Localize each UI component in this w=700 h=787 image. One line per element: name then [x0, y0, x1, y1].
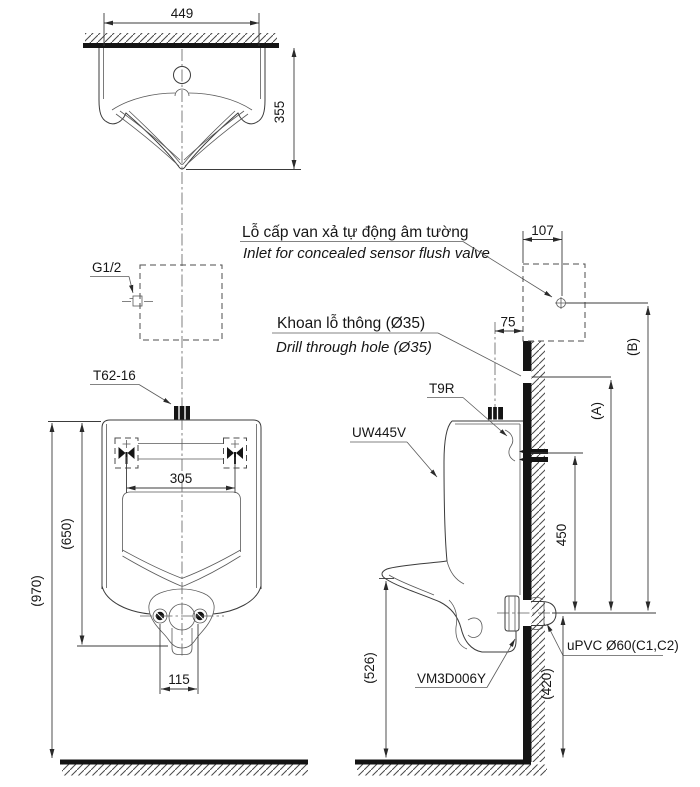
annotation-hole-callout [272, 315, 521, 376]
g12-valve-symbol [133, 296, 142, 306]
leader-line [487, 639, 515, 688]
outlet-flange [505, 596, 519, 631]
inlet-point-cross [555, 297, 567, 309]
dim-75-value: 75 [500, 314, 516, 330]
flush-pipe-connector [505, 430, 515, 461]
top-wall-hatching [85, 33, 277, 43]
leader-line [547, 624, 563, 656]
dim-650 [48, 422, 168, 647]
side-floor-hatching [357, 765, 547, 776]
annotation-hole-vi: Khoan lỗ thông (Ø35) [277, 315, 426, 332]
dim-75 [495, 315, 523, 413]
front-spud-t6216 [168, 406, 196, 420]
annotation-inlet-callout [240, 224, 552, 297]
spud-body [174, 406, 190, 420]
dim-305-value: 305 [169, 471, 193, 486]
wall-upper [523, 341, 532, 371]
top-wall [83, 43, 279, 48]
annotation-inlet-en: Inlet for concealed sensor flush valve [243, 245, 490, 262]
sensor-valve-dashed-box [523, 264, 585, 341]
dim-355 [186, 48, 301, 170]
front-floor [60, 760, 308, 765]
t6216-callout [90, 368, 171, 404]
side-body-outline [382, 421, 523, 652]
uw445v-callout [350, 425, 437, 477]
hanger-rails [138, 444, 224, 460]
g12-fitting [122, 296, 153, 306]
front-body-outline [102, 420, 261, 589]
wall-middle [523, 383, 532, 600]
upvc-label: uPVC Ø60(C1,C2) [567, 638, 679, 653]
vm3d006y-callout [415, 639, 515, 688]
side-spud-t9r [488, 407, 503, 420]
front-view [29, 260, 308, 776]
t9r-label: T9R [429, 381, 455, 396]
dim-115-value: 115 [168, 672, 190, 687]
front-bowl-outline [123, 492, 241, 586]
dim-449-value: 449 [170, 6, 194, 21]
g12-callout [90, 260, 133, 293]
dim-B [625, 306, 648, 611]
level-extension-lines [531, 453, 656, 613]
leader-line [438, 333, 521, 376]
bracket-cross [231, 440, 239, 448]
front-floor-hatching [62, 765, 308, 776]
top-view [83, 6, 301, 170]
front-bottom-outline [102, 586, 261, 614]
dim-420-value: (420) [539, 668, 554, 700]
t6216-label: T62-16 [93, 368, 136, 383]
upvc-callout [547, 624, 679, 656]
leader-line [463, 242, 552, 298]
spud-body [488, 407, 503, 420]
dim-650-value: (650) [59, 518, 74, 550]
supply-zone-dashed-box [140, 265, 222, 340]
g12-label: G1/2 [92, 260, 122, 275]
dim-450-value: 450 [554, 523, 569, 547]
side-floor [355, 760, 531, 765]
annotation-inlet-vi: Lỗ cấp van xả tự động âm tường [242, 224, 469, 241]
bracket-arrow [227, 447, 234, 459]
front-body-inner-edges [107, 424, 257, 588]
dim-526 [362, 579, 394, 758]
dim-970 [29, 423, 52, 758]
dim-970-value: (970) [29, 575, 44, 607]
dim-526-value: (526) [362, 652, 377, 684]
uw445v-label: UW445V [352, 425, 407, 440]
annotation-hole-en: Drill through hole (Ø35) [276, 339, 432, 356]
flange-lines [509, 596, 515, 631]
dim-107-value: 107 [531, 223, 554, 238]
bracket-arrow [128, 447, 135, 459]
outlet-fitting [497, 596, 563, 631]
dim-450 [554, 456, 575, 611]
dim-A-value: (A) [589, 402, 604, 420]
side-body-inner-lines [389, 424, 520, 649]
vm3d006y-label: VM3D006Y [417, 671, 487, 686]
leader-line [407, 442, 437, 477]
dim-107 [523, 223, 562, 296]
bracket-cross [123, 440, 131, 448]
bracket-arrow [236, 447, 243, 459]
dim-305 [127, 457, 236, 493]
side-view [350, 223, 679, 776]
dim-B-value: (B) [625, 338, 640, 356]
g12-centerline-ticks [122, 299, 153, 302]
inlet-point-marker [555, 297, 567, 309]
dim-A [589, 380, 611, 611]
leader-line [129, 277, 133, 294]
leader-line [139, 385, 171, 405]
wall-lower [523, 626, 532, 762]
dim-355-value: 355 [272, 100, 287, 124]
bracket-arrow [119, 447, 126, 459]
